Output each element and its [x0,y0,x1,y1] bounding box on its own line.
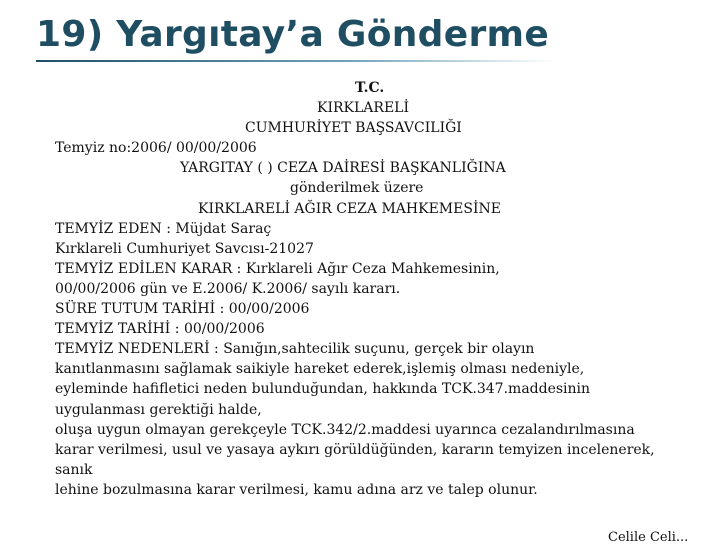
title-underline [36,60,556,62]
reasons-line-1: TEMYİZ NEDENLERİ : Sanığın,sahtecilik suçunu, gerçek bir olayın [55,341,535,358]
addressee: YARGITAY ( ) CEZA DAİRESİ BAŞKANLIĞINA [180,160,506,177]
reasons-line-5: oluşa uygun olmayan gerekçeyle TCK.342/2.maddesi uyarınca cezalandırılmasına [55,421,635,438]
reasons-line-8: lehine bozulmasına karar verilmesi, kamu adına arz ve talep olunur. [55,481,538,498]
header-tc: T.C. [355,80,385,96]
header-city: KIRKLARELİ [317,100,409,117]
reasons-line-2: kanıtlanmasını sağlamak saikiyle hareket ederek,işlemiş olması nedeniyle, [55,361,585,378]
appellant-title: Kırklareli Cumhuriyet Savcısı-21027 [55,240,314,257]
signature-text: Celile Celi... [608,530,689,545]
decision-label: TEMYİZ EDİLEN KARAR : Kırklareli Ağır Ceza Mahkemesinin, [55,260,500,277]
sent-note: gönderilmek üzere [290,180,424,197]
appellant: TEMYİZ EDEN : Müjdat Saraç [55,220,272,237]
decision-detail: 00/00/2006 gün ve E.2006/ K.2006/ sayılı kararı. [55,280,401,297]
court-name: KIRKLARELİ AĞIR CEZA MAHKEMESİNE [198,200,501,217]
reasons-line-6: karar verilmesi, usul ve yasaya aykırı görüldüğünden, kararın temyizen incelenerek, [55,441,655,458]
reasons-line-4: uygulanması gerektiği halde, [55,401,262,418]
document-body [55,78,685,500]
temyiz-no: Temyiz no:2006/ 00/00/2006 [55,140,257,157]
appeal-date: TEMYİZ TARİHİ : 00/00/2006 [55,321,265,338]
notice-date: SÜRE TUTUM TARİHİ : 00/00/2006 [55,301,310,318]
reasons-line-7: sanık [55,461,93,478]
slide-title: 19) Yargıtay’a Gönderme [36,14,550,55]
reasons-line-3: eyleminde hafifletici neden bulunduğundan, hakkında TCK.347.maddesinin [55,381,591,398]
header-office: CUMHURİYET BAŞSAVCILIĞI [245,120,462,137]
